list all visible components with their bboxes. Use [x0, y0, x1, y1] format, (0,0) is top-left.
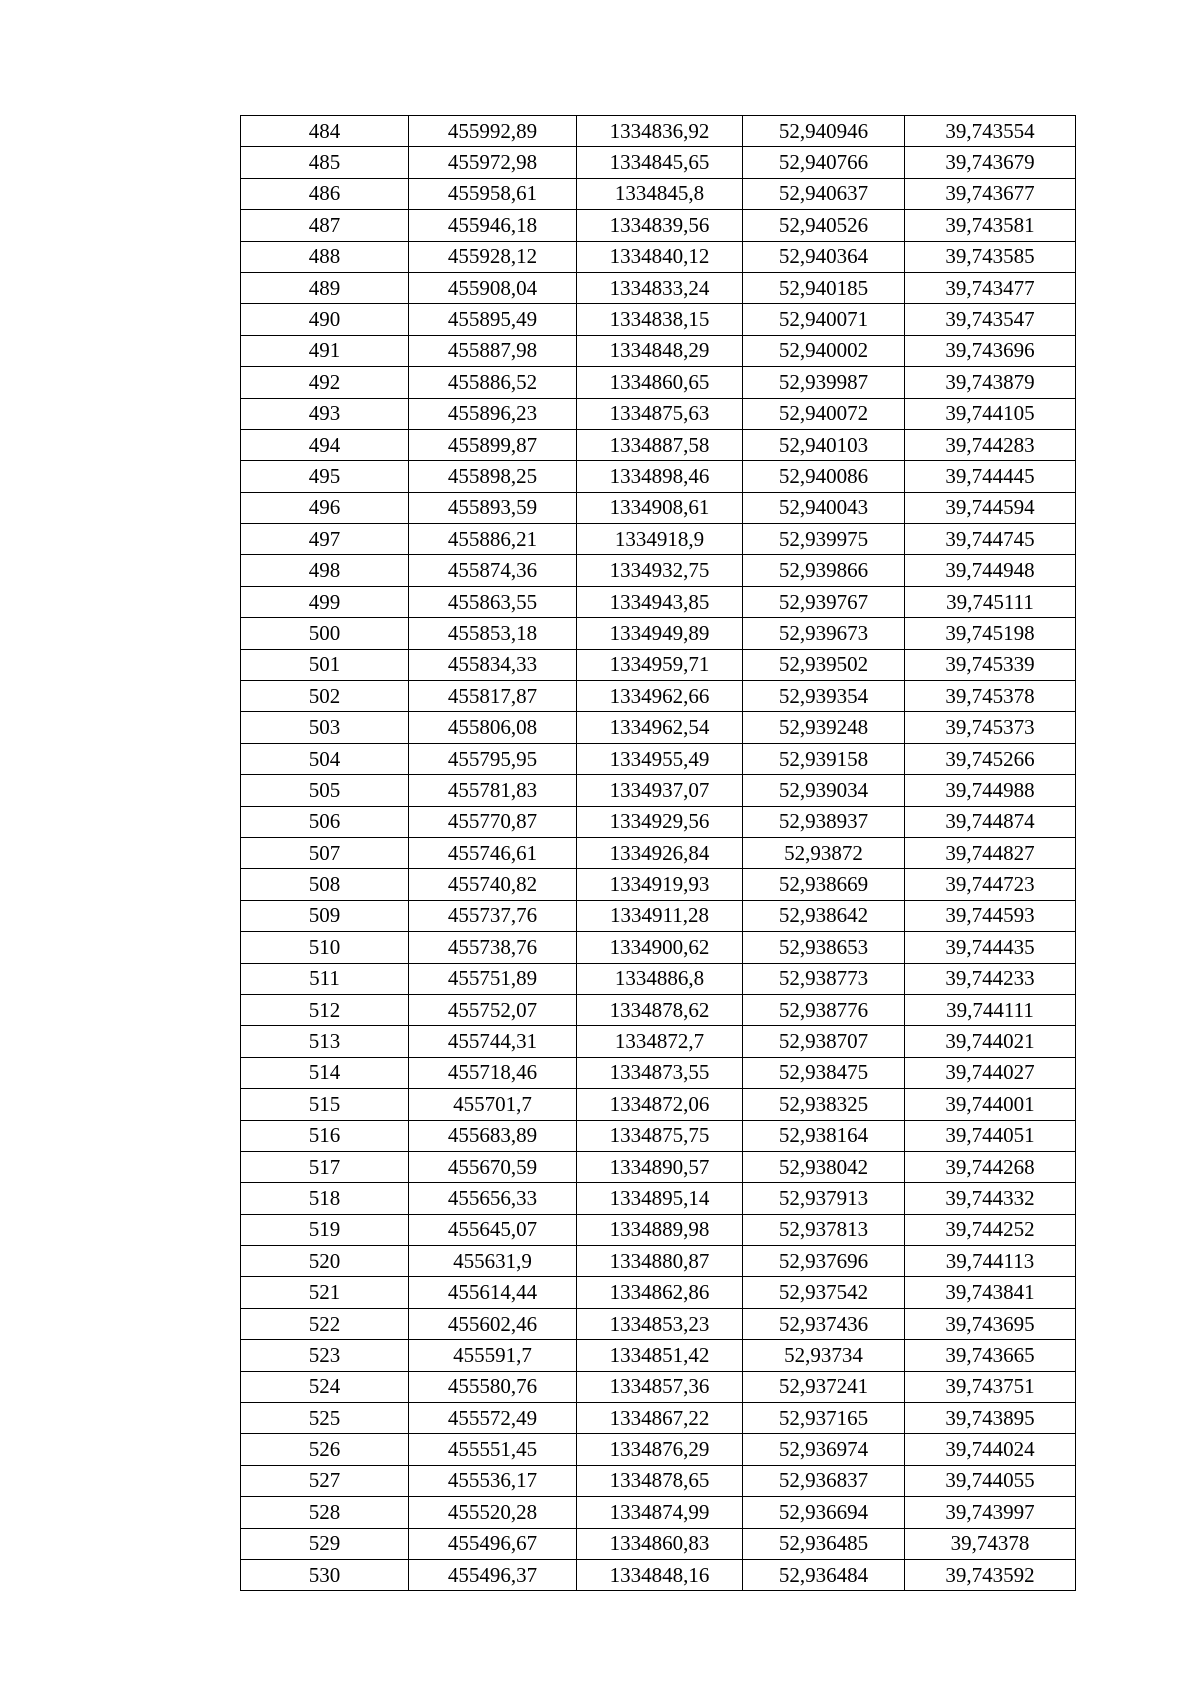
point-number-cell: 507: [241, 837, 409, 868]
point-number-cell: 517: [241, 1151, 409, 1182]
point-number-cell: 506: [241, 806, 409, 837]
longitude-cell: 39,743695: [905, 1308, 1076, 1339]
table-row: [241, 586, 1076, 617]
point-number-cell: 505: [241, 775, 409, 806]
y-coordinate-cell: 1334851,42: [577, 1340, 743, 1371]
latitude-cell: 52,940364: [743, 241, 905, 272]
latitude-cell: 52,940043: [743, 492, 905, 523]
y-coordinate-cell: 1334840,12: [577, 241, 743, 272]
y-coordinate-cell: 1334955,49: [577, 743, 743, 774]
y-coordinate-cell: 1334833,24: [577, 272, 743, 303]
latitude-cell: 52,939034: [743, 775, 905, 806]
table-row: [241, 1246, 1076, 1277]
x-coordinate-cell: 455972,98: [409, 147, 577, 178]
longitude-cell: 39,743679: [905, 147, 1076, 178]
y-coordinate-cell: 1334845,8: [577, 178, 743, 209]
table-row: [241, 1465, 1076, 1496]
latitude-cell: 52,939354: [743, 681, 905, 712]
x-coordinate-cell: 455746,61: [409, 837, 577, 868]
point-number-cell: 488: [241, 241, 409, 272]
latitude-cell: 52,936485: [743, 1528, 905, 1559]
longitude-cell: 39,743841: [905, 1277, 1076, 1308]
point-number-cell: 496: [241, 492, 409, 523]
y-coordinate-cell: 1334926,84: [577, 837, 743, 868]
point-number-cell: 494: [241, 429, 409, 460]
table-row: [241, 178, 1076, 209]
longitude-cell: 39,744948: [905, 555, 1076, 586]
latitude-cell: 52,938042: [743, 1151, 905, 1182]
y-coordinate-cell: 1334880,87: [577, 1246, 743, 1277]
point-number-cell: 502: [241, 681, 409, 712]
table-row: [241, 1308, 1076, 1339]
y-coordinate-cell: 1334889,98: [577, 1214, 743, 1245]
point-number-cell: 528: [241, 1497, 409, 1528]
x-coordinate-cell: 455591,7: [409, 1340, 577, 1371]
table-row: [241, 1057, 1076, 1088]
y-coordinate-cell: 1334898,46: [577, 461, 743, 492]
point-number-cell: 499: [241, 586, 409, 617]
longitude-cell: 39,744594: [905, 492, 1076, 523]
longitude-cell: 39,743895: [905, 1403, 1076, 1434]
point-number-cell: 489: [241, 272, 409, 303]
table-row: [241, 116, 1076, 147]
y-coordinate-cell: 1334872,06: [577, 1089, 743, 1120]
latitude-cell: 52,940072: [743, 398, 905, 429]
y-coordinate-cell: 1334919,93: [577, 869, 743, 900]
table-row: [241, 618, 1076, 649]
point-number-cell: 503: [241, 712, 409, 743]
table-row: [241, 492, 1076, 523]
latitude-cell: 52,939767: [743, 586, 905, 617]
x-coordinate-cell: 455958,61: [409, 178, 577, 209]
latitude-cell: 52,937241: [743, 1371, 905, 1402]
y-coordinate-cell: 1334890,57: [577, 1151, 743, 1182]
y-coordinate-cell: 1334878,62: [577, 994, 743, 1025]
x-coordinate-cell: 455738,76: [409, 932, 577, 963]
x-coordinate-cell: 455899,87: [409, 429, 577, 460]
table-row: [241, 743, 1076, 774]
table-row: [241, 210, 1076, 241]
y-coordinate-cell: 1334874,99: [577, 1497, 743, 1528]
longitude-cell: 39,743665: [905, 1340, 1076, 1371]
x-coordinate-cell: 455751,89: [409, 963, 577, 994]
y-coordinate-cell: 1334887,58: [577, 429, 743, 460]
table-row: [241, 1089, 1076, 1120]
point-number-cell: 500: [241, 618, 409, 649]
x-coordinate-cell: 455752,07: [409, 994, 577, 1025]
point-number-cell: 485: [241, 147, 409, 178]
point-number-cell: 511: [241, 963, 409, 994]
point-number-cell: 512: [241, 994, 409, 1025]
coordinates-table: [240, 115, 1076, 1591]
table-row: [241, 1559, 1076, 1590]
x-coordinate-cell: 455908,04: [409, 272, 577, 303]
x-coordinate-cell: 455572,49: [409, 1403, 577, 1434]
x-coordinate-cell: 455645,07: [409, 1214, 577, 1245]
y-coordinate-cell: 1334937,07: [577, 775, 743, 806]
table-row: [241, 869, 1076, 900]
y-coordinate-cell: 1334853,23: [577, 1308, 743, 1339]
table-row: [241, 900, 1076, 931]
point-number-cell: 487: [241, 210, 409, 241]
point-number-cell: 530: [241, 1559, 409, 1590]
latitude-cell: 52,937813: [743, 1214, 905, 1245]
x-coordinate-cell: 455740,82: [409, 869, 577, 900]
x-coordinate-cell: 455887,98: [409, 335, 577, 366]
latitude-cell: 52,938325: [743, 1089, 905, 1120]
y-coordinate-cell: 1334872,7: [577, 1026, 743, 1057]
table-row: [241, 461, 1076, 492]
y-coordinate-cell: 1334860,83: [577, 1528, 743, 1559]
y-coordinate-cell: 1334839,56: [577, 210, 743, 241]
table-row: [241, 1183, 1076, 1214]
x-coordinate-cell: 455817,87: [409, 681, 577, 712]
table-row: [241, 1340, 1076, 1371]
point-number-cell: 527: [241, 1465, 409, 1496]
y-coordinate-cell: 1334932,75: [577, 555, 743, 586]
longitude-cell: 39,744113: [905, 1246, 1076, 1277]
latitude-cell: 52,939673: [743, 618, 905, 649]
longitude-cell: 39,745111: [905, 586, 1076, 617]
point-number-cell: 519: [241, 1214, 409, 1245]
latitude-cell: 52,937436: [743, 1308, 905, 1339]
latitude-cell: 52,940637: [743, 178, 905, 209]
y-coordinate-cell: 1334862,86: [577, 1277, 743, 1308]
table-row: [241, 241, 1076, 272]
longitude-cell: 39,743585: [905, 241, 1076, 272]
x-coordinate-cell: 455520,28: [409, 1497, 577, 1528]
table-row: [241, 1497, 1076, 1528]
x-coordinate-cell: 455946,18: [409, 210, 577, 241]
table-row: [241, 1026, 1076, 1057]
x-coordinate-cell: 455701,7: [409, 1089, 577, 1120]
point-number-cell: 520: [241, 1246, 409, 1277]
y-coordinate-cell: 1334943,85: [577, 586, 743, 617]
x-coordinate-cell: 455536,17: [409, 1465, 577, 1496]
longitude-cell: 39,743879: [905, 367, 1076, 398]
longitude-cell: 39,744051: [905, 1120, 1076, 1151]
y-coordinate-cell: 1334848,16: [577, 1559, 743, 1590]
y-coordinate-cell: 1334886,8: [577, 963, 743, 994]
y-coordinate-cell: 1334929,56: [577, 806, 743, 837]
point-number-cell: 504: [241, 743, 409, 774]
longitude-cell: 39,744001: [905, 1089, 1076, 1120]
point-number-cell: 515: [241, 1089, 409, 1120]
longitude-cell: 39,744874: [905, 806, 1076, 837]
table-row: [241, 775, 1076, 806]
latitude-cell: 52,938475: [743, 1057, 905, 1088]
longitude-cell: 39,74378: [905, 1528, 1076, 1559]
x-coordinate-cell: 455631,9: [409, 1246, 577, 1277]
point-number-cell: 490: [241, 304, 409, 335]
point-number-cell: 516: [241, 1120, 409, 1151]
point-number-cell: 521: [241, 1277, 409, 1308]
table-row: [241, 1371, 1076, 1402]
x-coordinate-cell: 455496,37: [409, 1559, 577, 1590]
latitude-cell: 52,936974: [743, 1434, 905, 1465]
longitude-cell: 39,745266: [905, 743, 1076, 774]
point-number-cell: 493: [241, 398, 409, 429]
latitude-cell: 52,938937: [743, 806, 905, 837]
longitude-cell: 39,744445: [905, 461, 1076, 492]
point-number-cell: 509: [241, 900, 409, 931]
latitude-cell: 52,937165: [743, 1403, 905, 1434]
longitude-cell: 39,743477: [905, 272, 1076, 303]
latitude-cell: 52,940071: [743, 304, 905, 335]
y-coordinate-cell: 1334867,22: [577, 1403, 743, 1434]
y-coordinate-cell: 1334878,65: [577, 1465, 743, 1496]
latitude-cell: 52,939866: [743, 555, 905, 586]
y-coordinate-cell: 1334848,29: [577, 335, 743, 366]
y-coordinate-cell: 1334918,9: [577, 524, 743, 555]
table-row: [241, 932, 1076, 963]
point-number-cell: 501: [241, 649, 409, 680]
longitude-cell: 39,745373: [905, 712, 1076, 743]
x-coordinate-cell: 455895,49: [409, 304, 577, 335]
x-coordinate-cell: 455896,23: [409, 398, 577, 429]
y-coordinate-cell: 1334876,29: [577, 1434, 743, 1465]
x-coordinate-cell: 455898,25: [409, 461, 577, 492]
point-number-cell: 525: [241, 1403, 409, 1434]
longitude-cell: 39,743677: [905, 178, 1076, 209]
latitude-cell: 52,939158: [743, 743, 905, 774]
table-row: [241, 555, 1076, 586]
longitude-cell: 39,743997: [905, 1497, 1076, 1528]
x-coordinate-cell: 455886,21: [409, 524, 577, 555]
x-coordinate-cell: 455781,83: [409, 775, 577, 806]
longitude-cell: 39,745339: [905, 649, 1076, 680]
longitude-cell: 39,744723: [905, 869, 1076, 900]
table-row: [241, 681, 1076, 712]
longitude-cell: 39,744827: [905, 837, 1076, 868]
latitude-cell: 52,938653: [743, 932, 905, 963]
point-number-cell: 513: [241, 1026, 409, 1057]
x-coordinate-cell: 455602,46: [409, 1308, 577, 1339]
y-coordinate-cell: 1334959,71: [577, 649, 743, 680]
table-row: [241, 1403, 1076, 1434]
x-coordinate-cell: 455893,59: [409, 492, 577, 523]
x-coordinate-cell: 455551,45: [409, 1434, 577, 1465]
longitude-cell: 39,744021: [905, 1026, 1076, 1057]
point-number-cell: 486: [241, 178, 409, 209]
table-row: [241, 335, 1076, 366]
latitude-cell: 52,937913: [743, 1183, 905, 1214]
x-coordinate-cell: 455718,46: [409, 1057, 577, 1088]
longitude-cell: 39,743581: [905, 210, 1076, 241]
longitude-cell: 39,744055: [905, 1465, 1076, 1496]
x-coordinate-cell: 455874,36: [409, 555, 577, 586]
point-number-cell: 497: [241, 524, 409, 555]
longitude-cell: 39,743751: [905, 1371, 1076, 1402]
longitude-cell: 39,744105: [905, 398, 1076, 429]
table-row: [241, 994, 1076, 1025]
latitude-cell: 52,939975: [743, 524, 905, 555]
point-number-cell: 529: [241, 1528, 409, 1559]
latitude-cell: 52,937696: [743, 1246, 905, 1277]
longitude-cell: 39,743592: [905, 1559, 1076, 1590]
point-number-cell: 508: [241, 869, 409, 900]
latitude-cell: 52,93872: [743, 837, 905, 868]
table-row: [241, 1151, 1076, 1182]
point-number-cell: 510: [241, 932, 409, 963]
longitude-cell: 39,744283: [905, 429, 1076, 460]
x-coordinate-cell: 455580,76: [409, 1371, 577, 1402]
table-row: [241, 1214, 1076, 1245]
point-number-cell: 514: [241, 1057, 409, 1088]
x-coordinate-cell: 455614,44: [409, 1277, 577, 1308]
table-row: [241, 1528, 1076, 1559]
latitude-cell: 52,939248: [743, 712, 905, 743]
x-coordinate-cell: 455770,87: [409, 806, 577, 837]
y-coordinate-cell: 1334900,62: [577, 932, 743, 963]
longitude-cell: 39,744027: [905, 1057, 1076, 1088]
y-coordinate-cell: 1334857,36: [577, 1371, 743, 1402]
y-coordinate-cell: 1334873,55: [577, 1057, 743, 1088]
y-coordinate-cell: 1334836,92: [577, 116, 743, 147]
point-number-cell: 484: [241, 116, 409, 147]
point-number-cell: 492: [241, 367, 409, 398]
y-coordinate-cell: 1334962,66: [577, 681, 743, 712]
y-coordinate-cell: 1334911,28: [577, 900, 743, 931]
longitude-cell: 39,744745: [905, 524, 1076, 555]
table-row: [241, 367, 1076, 398]
table-row: [241, 304, 1076, 335]
x-coordinate-cell: 455656,33: [409, 1183, 577, 1214]
point-number-cell: 491: [241, 335, 409, 366]
latitude-cell: 52,938164: [743, 1120, 905, 1151]
longitude-cell: 39,744233: [905, 963, 1076, 994]
table-row: [241, 963, 1076, 994]
longitude-cell: 39,744111: [905, 994, 1076, 1025]
table-row: [241, 649, 1076, 680]
latitude-cell: 52,938669: [743, 869, 905, 900]
longitude-cell: 39,743554: [905, 116, 1076, 147]
latitude-cell: 52,938773: [743, 963, 905, 994]
latitude-cell: 52,936484: [743, 1559, 905, 1590]
latitude-cell: 52,936694: [743, 1497, 905, 1528]
x-coordinate-cell: 455886,52: [409, 367, 577, 398]
longitude-cell: 39,744332: [905, 1183, 1076, 1214]
latitude-cell: 52,93734: [743, 1340, 905, 1371]
x-coordinate-cell: 455670,59: [409, 1151, 577, 1182]
longitude-cell: 39,745378: [905, 681, 1076, 712]
longitude-cell: 39,744268: [905, 1151, 1076, 1182]
table-row: [241, 1277, 1076, 1308]
latitude-cell: 52,936837: [743, 1465, 905, 1496]
latitude-cell: 52,938642: [743, 900, 905, 931]
latitude-cell: 52,940086: [743, 461, 905, 492]
latitude-cell: 52,939502: [743, 649, 905, 680]
longitude-cell: 39,744593: [905, 900, 1076, 931]
latitude-cell: 52,940526: [743, 210, 905, 241]
longitude-cell: 39,743547: [905, 304, 1076, 335]
latitude-cell: 52,940766: [743, 147, 905, 178]
table-row: [241, 398, 1076, 429]
longitude-cell: 39,743696: [905, 335, 1076, 366]
x-coordinate-cell: 455853,18: [409, 618, 577, 649]
longitude-cell: 39,744435: [905, 932, 1076, 963]
longitude-cell: 39,745198: [905, 618, 1076, 649]
point-number-cell: 495: [241, 461, 409, 492]
table-row: [241, 712, 1076, 743]
x-coordinate-cell: 455744,31: [409, 1026, 577, 1057]
coordinates-table-body: [241, 116, 1076, 1591]
longitude-cell: 39,744024: [905, 1434, 1076, 1465]
x-coordinate-cell: 455795,95: [409, 743, 577, 774]
x-coordinate-cell: 455496,67: [409, 1528, 577, 1559]
y-coordinate-cell: 1334860,65: [577, 367, 743, 398]
table-row: [241, 1120, 1076, 1151]
latitude-cell: 52,938776: [743, 994, 905, 1025]
table-row: [241, 1434, 1076, 1465]
x-coordinate-cell: 455806,08: [409, 712, 577, 743]
point-number-cell: 523: [241, 1340, 409, 1371]
latitude-cell: 52,940946: [743, 116, 905, 147]
table-row: [241, 272, 1076, 303]
point-number-cell: 518: [241, 1183, 409, 1214]
x-coordinate-cell: 455863,55: [409, 586, 577, 617]
table-row: [241, 837, 1076, 868]
y-coordinate-cell: 1334949,89: [577, 618, 743, 649]
latitude-cell: 52,938707: [743, 1026, 905, 1057]
y-coordinate-cell: 1334962,54: [577, 712, 743, 743]
x-coordinate-cell: 455834,33: [409, 649, 577, 680]
longitude-cell: 39,744252: [905, 1214, 1076, 1245]
y-coordinate-cell: 1334845,65: [577, 147, 743, 178]
x-coordinate-cell: 455683,89: [409, 1120, 577, 1151]
point-number-cell: 498: [241, 555, 409, 586]
table-row: [241, 524, 1076, 555]
y-coordinate-cell: 1334908,61: [577, 492, 743, 523]
point-number-cell: 526: [241, 1434, 409, 1465]
latitude-cell: 52,940103: [743, 429, 905, 460]
y-coordinate-cell: 1334875,63: [577, 398, 743, 429]
table-row: [241, 806, 1076, 837]
latitude-cell: 52,937542: [743, 1277, 905, 1308]
y-coordinate-cell: 1334838,15: [577, 304, 743, 335]
point-number-cell: 522: [241, 1308, 409, 1339]
x-coordinate-cell: 455928,12: [409, 241, 577, 272]
x-coordinate-cell: 455737,76: [409, 900, 577, 931]
longitude-cell: 39,744988: [905, 775, 1076, 806]
table-row: [241, 147, 1076, 178]
latitude-cell: 52,940002: [743, 335, 905, 366]
latitude-cell: 52,939987: [743, 367, 905, 398]
latitude-cell: 52,940185: [743, 272, 905, 303]
y-coordinate-cell: 1334895,14: [577, 1183, 743, 1214]
x-coordinate-cell: 455992,89: [409, 116, 577, 147]
table-row: [241, 429, 1076, 460]
point-number-cell: 524: [241, 1371, 409, 1402]
y-coordinate-cell: 1334875,75: [577, 1120, 743, 1151]
